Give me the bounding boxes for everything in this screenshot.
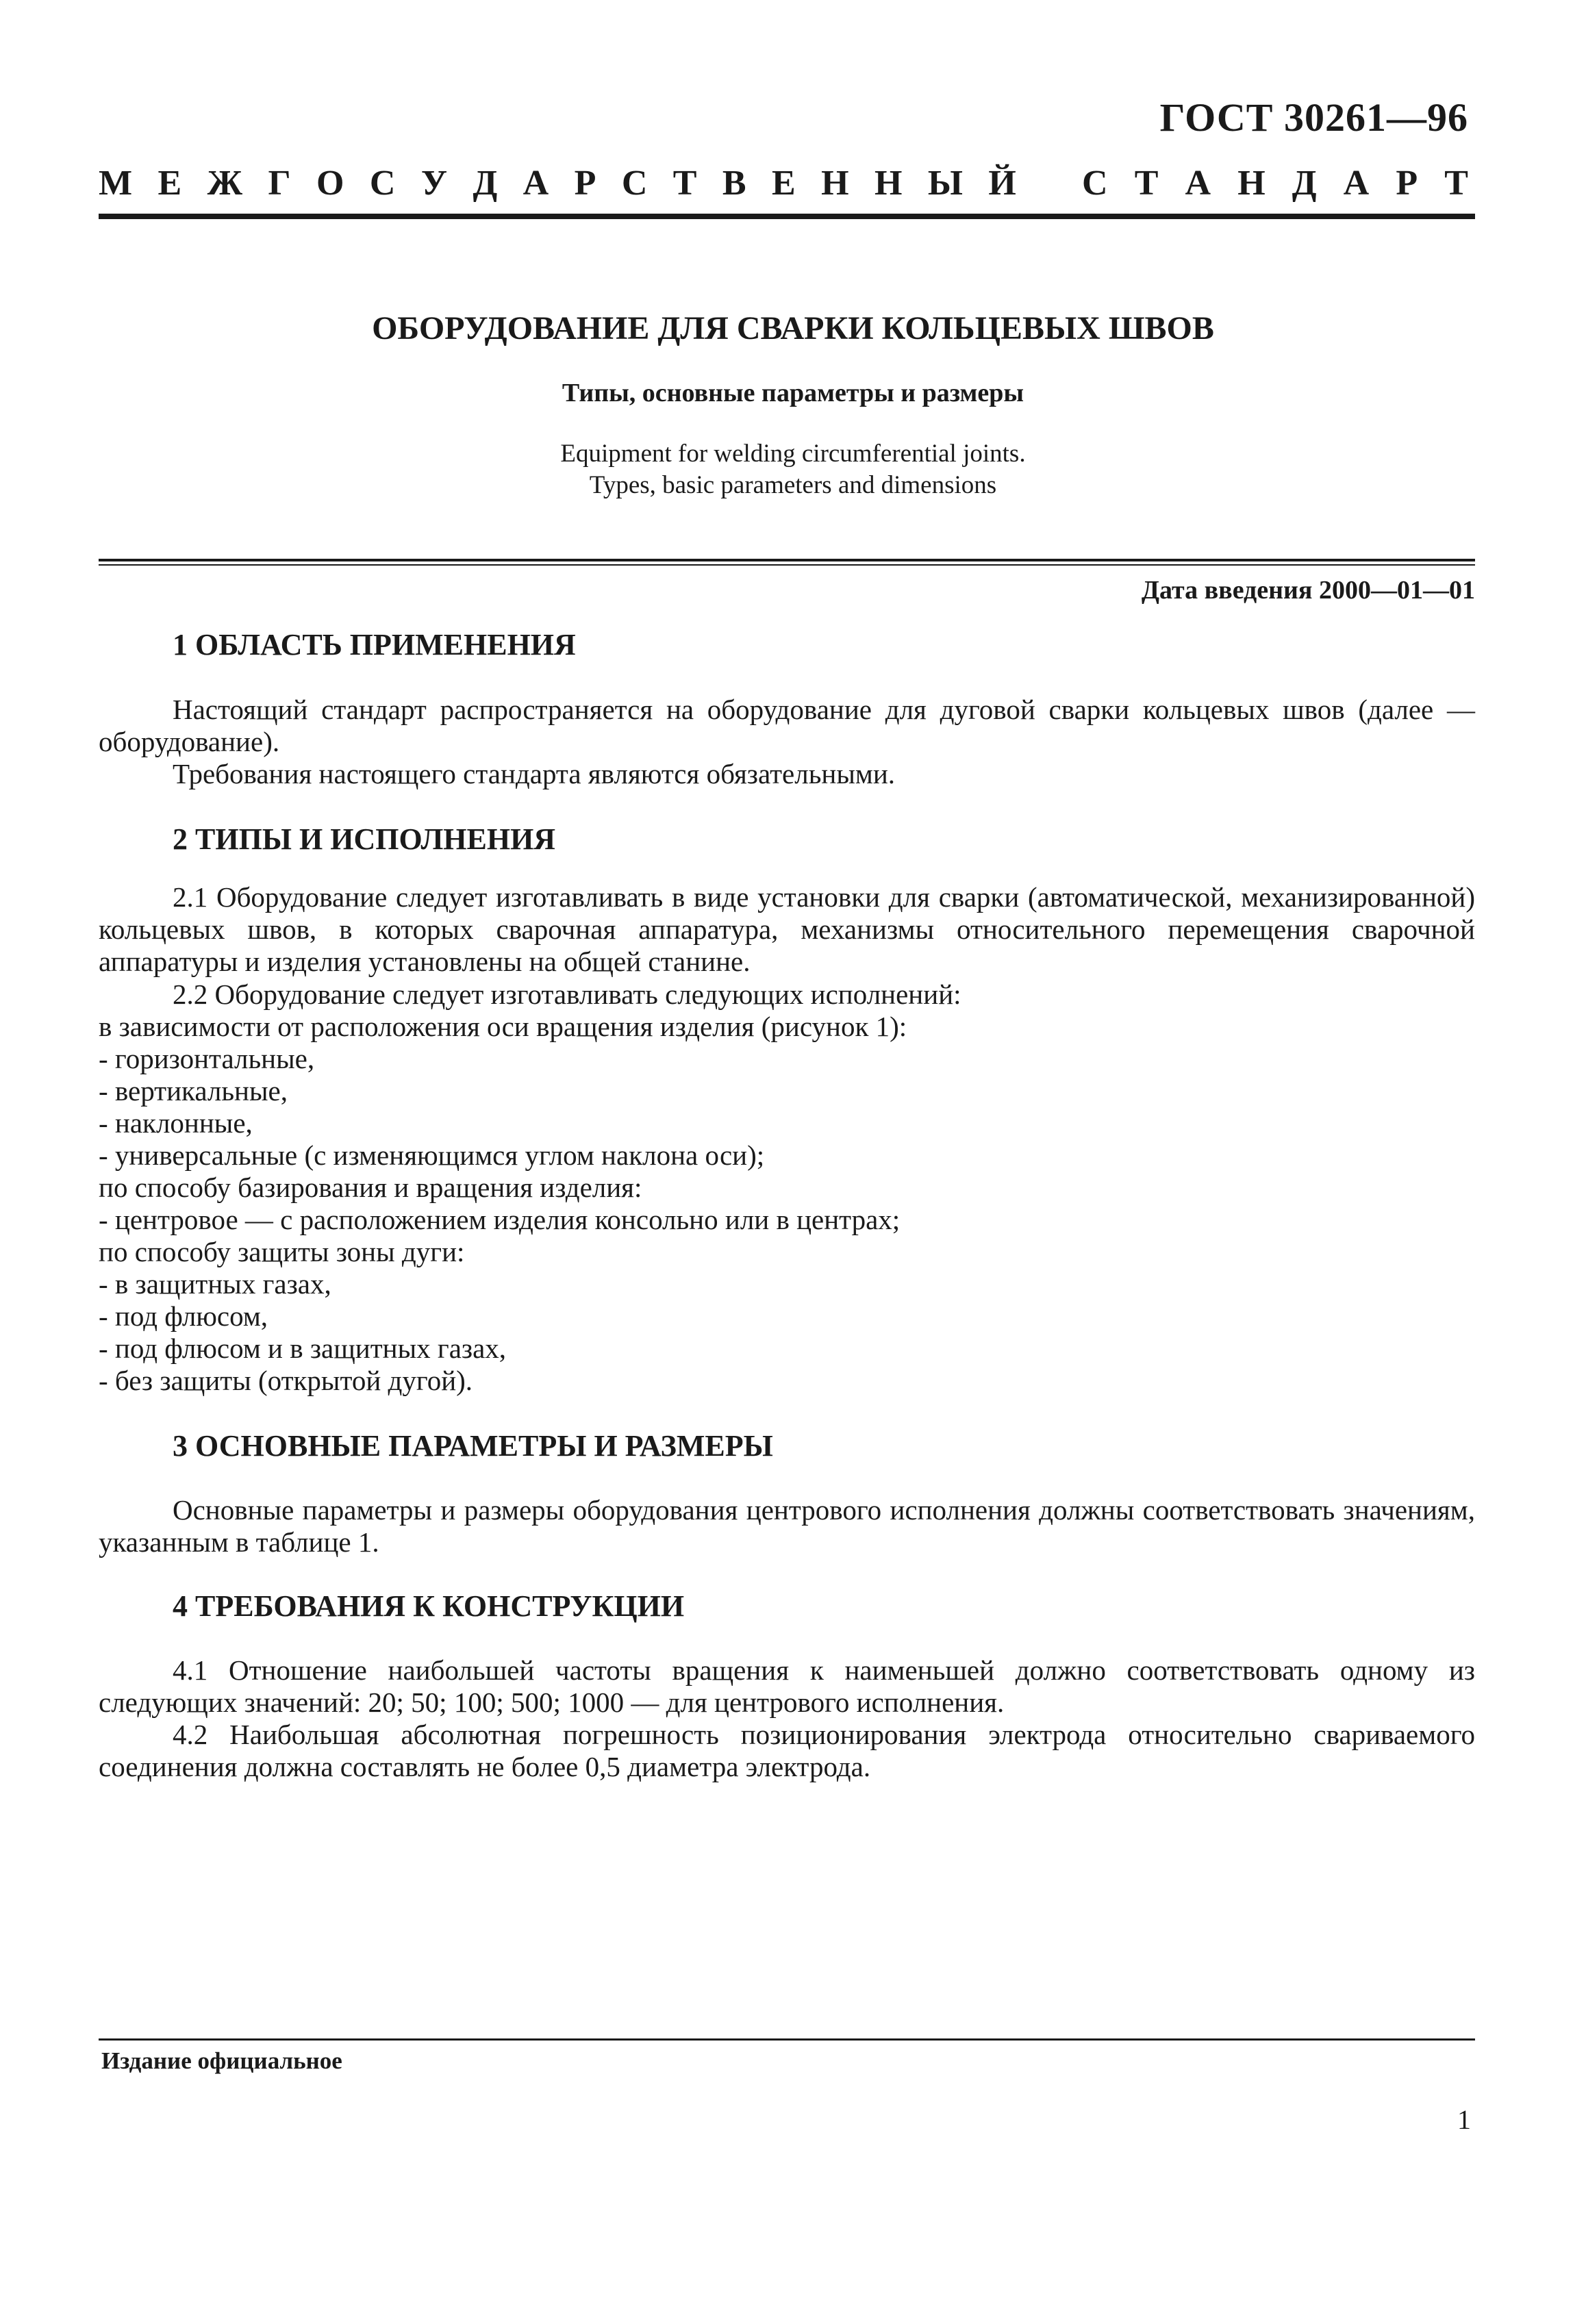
letter: Р (574, 164, 596, 203)
section-4-heading: 4 ТРЕБОВАНИЯ К КОНСТРУКЦИИ (173, 1589, 685, 1623)
letter: С (621, 164, 648, 203)
paragraph-text: 2.1 Оборудование следует изготавливать в виде установки для сварки (автоматической, механизированной) кольцевых швов, в которых сварочная аппаратура, механизмы относительного перемещения сварочной аппаратуры и изделия установлены на общей станине. (99, 881, 1475, 977)
letter: Т (1134, 164, 1159, 203)
clause-4-2 (99, 1719, 1475, 1783)
letter: Д (473, 164, 498, 203)
letter: Г (268, 164, 291, 203)
letter: Н (874, 164, 903, 203)
section-3-paragraph (99, 1494, 1475, 1558)
english-title-line: Equipment for welding circumferential joints. (560, 440, 1026, 468)
letter: Т (1444, 164, 1468, 203)
list-line: - вертикальные, (99, 1075, 288, 1107)
interstate-word (99, 163, 1016, 203)
letter: М (99, 164, 133, 203)
paragraph-text: Основные параметры и размеры оборудования центрового исполнения должны соответствовать значениям, указанным в таблице 1. (99, 1494, 1475, 1558)
standard-subtitle: Типы, основные параметры и размеры (562, 379, 1024, 407)
list-line: - под флюсом, (99, 1300, 268, 1332)
list-line: - без защиты (открытой дугой). (99, 1365, 473, 1396)
title-divider (99, 559, 1475, 561)
english-title (0, 438, 1586, 501)
letter: У (420, 164, 448, 203)
letter: А (1185, 164, 1211, 203)
letter: Р (1396, 164, 1418, 203)
gost-code: ГОСТ 30261—96 (1159, 95, 1468, 140)
standard-title: ОБОРУДОВАНИЕ ДЛЯ СВАРКИ КОЛЬЦЕВЫХ ШВОВ (372, 310, 1214, 346)
clause-4-1 (99, 1654, 1475, 1719)
footer-divider (99, 2038, 1475, 2041)
section-3-heading: 3 ОСНОВНЫЕ ПАРАМЕТРЫ И РАЗМЕРЫ (173, 1429, 773, 1463)
letter: Ы (927, 164, 963, 203)
page-number: 1 (1457, 2104, 1471, 2135)
paragraph-text: Настоящий стандарт распространяется на оборудование для дуговой сварки кольцевых швов (далее — оборудование). (99, 694, 1475, 757)
list-line: - в защитных газах, (99, 1268, 331, 1300)
section-1-heading: 1 ОБЛАСТЬ ПРИМЕНЕНИЯ (173, 628, 576, 661)
list-line: по способу защиты зоны дуги: (99, 1236, 465, 1267)
list-line: - горизонтальные, (99, 1043, 315, 1074)
standard-word (1082, 163, 1468, 203)
english-title-line: Types, basic parameters and dimensions (589, 471, 997, 499)
letter: О (316, 164, 344, 203)
list-line: - наклонные, (99, 1107, 253, 1139)
introduction-date: Дата введения 2000—01—01 (1141, 576, 1475, 605)
letter: С (1082, 164, 1108, 203)
letter: Т (672, 164, 697, 203)
letter: Й (988, 164, 1016, 203)
letter: В (722, 164, 746, 203)
clause-2-1 (99, 881, 1475, 978)
letter: А (523, 164, 549, 203)
edition-label: Издание официальное (101, 2047, 342, 2074)
section-2-heading: 2 ТИПЫ И ИСПОЛНЕНИЯ (173, 822, 556, 856)
letter: Н (821, 164, 849, 203)
letter: А (1343, 164, 1370, 203)
header-divider (99, 214, 1475, 219)
letter: Д (1292, 164, 1317, 203)
section-1-paragraph (99, 694, 1475, 758)
letter: Е (772, 164, 796, 203)
paragraph-text: 4.2 Наибольшая абсолютная погрешность позиционирования электрода относительно свариваемого соединения должна составлять не более 0,5 диаметра электрода. (99, 1719, 1475, 1782)
letter: Н (1237, 164, 1266, 203)
interstate-standard-banner (99, 163, 1468, 203)
letter: Ж (207, 164, 243, 203)
list-line: - универсальные (с изменяющимся углом наклона оси); (99, 1139, 765, 1171)
list-line: по способу базирования и вращения изделия: (99, 1172, 642, 1203)
list-line: в зависимости от расположения оси вращения изделия (рисунок 1): (99, 1011, 907, 1042)
letter: С (369, 164, 396, 203)
list-line: - центровое — с расположением изделия консольно или в центрах; (99, 1204, 901, 1235)
list-line: - под флюсом и в защитных газах, (99, 1332, 507, 1364)
letter: Е (158, 164, 182, 203)
clause-2-2: 2.2 Оборудование следует изготавливать следующих исполнений: (173, 978, 961, 1010)
title-divider-thin (99, 564, 1475, 566)
section-1-paragraph-2: Требования настоящего стандарта являются обязательными. (173, 758, 896, 790)
paragraph-text: 4.1 Отношение наибольшей частоты вращения к наименьшей должно соответствовать одному из следующих значений: 20; 50; 100; 500; 1000 — для центрового исполнения. (99, 1654, 1475, 1718)
